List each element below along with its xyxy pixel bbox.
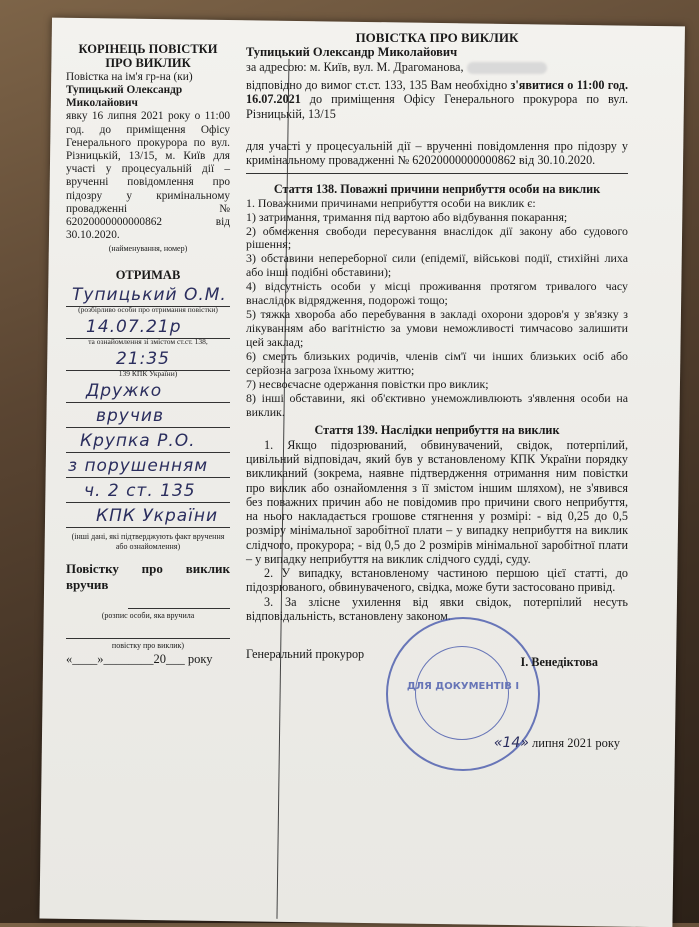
handwritten-note: ч. 2 ст. 135 — [84, 480, 196, 501]
list-item: 4) відсутність особи у місці проживання протягом тривалого часу внаслідок відрядження, подорожі тощо; — [246, 279, 628, 308]
handwriting-line — [66, 283, 230, 307]
signer-name: І. Венедіктова — [520, 655, 598, 670]
signature-line — [128, 592, 230, 609]
handwriting-line — [66, 369, 230, 403]
article-138-list — [246, 197, 628, 420]
caption-name: (розбірливо особи про отримання повістки) — [78, 305, 218, 315]
handwritten-note: з порушенням — [68, 455, 209, 476]
summons-time: з'явитися о 11:00 год. 16.07.2021 — [246, 78, 628, 107]
handwritten-date: 14.07.21р — [86, 316, 182, 337]
handwritten-time: 21:35 — [116, 348, 170, 369]
stub-date-line: «____»________20___ року — [66, 652, 213, 667]
stub-name: Тупицький Олександр Миколайович — [66, 83, 183, 110]
article-139-p1: 1. Якщо підозрюваний, обвинувачений, свідок, потерпілий, цивільний відповідач, який був у встановленому КПК України порядку викликаний (зокрема, наявне підтвердження отримання ним повістки про виклик або ознайомлення з її змістом іншим шляхом), не з'явився без поважних причин або не повідомив про причини свого неприбуття, на нього накладається грошове стягнення у розмірі: - від 0,25 до 0,5 розміру мінімальної заробітної плати – у випадку неприбуття на виклик слідчого, прокурора; - від 0,5 до 2 розмірів мінімальної заробітної плати – у випадку неприбуття на виклик слідчого судді, суду. — [246, 437, 628, 566]
address-line — [246, 60, 628, 74]
stamp-inner-ring — [415, 646, 509, 740]
article-138-intro: 1. Поважними причинами неприбуття особи на виклик є: — [246, 195, 536, 210]
address-text: за адресою: м. Київ, вул. М. Драгоманова, — [246, 59, 464, 74]
purpose-text: для участі у процесуальній дії – врученні повідомлення про підозру у кримінальному провадженні № 62020000000000862 від 30.10.2020. — [246, 138, 628, 168]
issue-date — [494, 735, 620, 751]
handwriting-line — [66, 429, 230, 453]
handwriting-line — [66, 337, 230, 371]
handwritten-signature: Дружко — [86, 380, 163, 401]
list-item: 8) інші обставини, які об'єктивно унеможливлюють з'явлення особи на виклик. — [246, 390, 628, 419]
caption-signature-2: повістку про виклик) — [111, 640, 185, 650]
list-item: 1) затримання, тримання під вартою або відбування покарання; — [246, 209, 568, 224]
issue-day: «14» — [493, 735, 529, 752]
article-138-title: Стаття 138. Поважні причини неприбуття особи на виклик — [273, 182, 601, 197]
summons-text-c: до приміщення Офісу Генерального прокурора по вул. Різницькій, 13/15 — [246, 92, 628, 121]
handwritten-name: Тупицький О.М. — [72, 284, 227, 305]
handwriting-line — [66, 404, 230, 428]
stub-title: КОРІНЕЦЬ ПОВІСТКИ ПРО ВИКЛИК — [78, 42, 218, 71]
handwritten-note: Крупка Р.О. — [80, 430, 196, 451]
summons-main — [246, 30, 628, 752]
main-title: ПОВІСТКА ПРО ВИКЛИК — [355, 30, 519, 45]
summons-text — [246, 78, 628, 121]
summons-stub — [66, 42, 230, 667]
list-item: 2) обмеження свободи пересування внаслідок дії закону або судового рішення; — [246, 223, 628, 252]
stamp-text: ДЛЯ ДОКУМЕНТІВ І — [406, 681, 520, 693]
stub-caption-naming: (найменування, номер) — [108, 244, 188, 254]
summons-text-a: відповідно до вимог ст.ст. 133, 135 Вам необхідно — [246, 78, 511, 93]
stub-line1: Повістка на ім'я гр-на (ки) — [66, 70, 193, 83]
caption-signature: (розпис особи, яка вручила — [101, 610, 195, 620]
handwritten-note: вручив — [96, 405, 164, 426]
article-139-p3: 3. За злісне ухилення від явки свідок, потерпілий несуть відповідальність, встановлену законом. — [246, 594, 628, 623]
handwriting-line — [66, 479, 230, 503]
list-item: 6) смерть близьких родичів, членів сім'ї чи інших близьких осіб або серйозна загроза їхньому життю; — [246, 348, 628, 377]
article-139-p2: 2. У випадку, встановленому частиною першою цієї статті, до підозрюваного, обвинуваченого, свідка, може бути застосовано привід. — [246, 566, 628, 595]
list-item: 7) несвоєчасне одержання повістки про виклик; — [246, 376, 489, 391]
delivered-label: Повістку про виклик вручив — [66, 561, 230, 593]
divider — [246, 173, 628, 174]
handwriting-line — [66, 504, 230, 528]
caption-date: та ознайомлення зі змістом ст.ст. 138, — [88, 337, 208, 347]
caption-time: 139 КПК України) — [118, 369, 178, 379]
handwriting-line — [66, 454, 230, 478]
list-item: 3) обставини непереборної сили (епідемії, військові події, стихійні лиха або інші подібні обставини); — [246, 251, 628, 280]
handwriting-line — [66, 305, 230, 339]
signature-block — [246, 637, 628, 752]
signer-title: Генеральний прокурор — [246, 647, 365, 662]
caption-other: (інші дані, які підтверджують факт вручення або ознайомлення) — [71, 532, 225, 551]
addressee-name: Тупицький Олександр Миколайович — [246, 45, 458, 60]
received-heading: ОТРИМАВ — [115, 267, 181, 282]
redaction-mark — [467, 62, 547, 74]
stub-body: явку 16 липня 2021 року о 11:00 год. до приміщення Офісу Генерального прокурора по вул. Різницькій, 13/15, м. Київ для участі у процесуальній дії – врученні повідомлення про підозру у кримінальному провадженні № 62020000000000862 від 30.10.2020. — [66, 110, 230, 242]
signature-line — [66, 622, 230, 639]
issue-month-year: липня 2021 року — [528, 736, 620, 751]
list-item: 5) тяжка хвороба або перебування в закладі охорони здоров'я у зв'язку з лікуванням або вагітністю за умови неможливості тимчасово залишити цей заклад; — [246, 307, 628, 349]
handwritten-note: КПК України — [96, 505, 219, 526]
article-139-title: Стаття 139. Наслідки неприбуття на виклик — [314, 423, 560, 438]
